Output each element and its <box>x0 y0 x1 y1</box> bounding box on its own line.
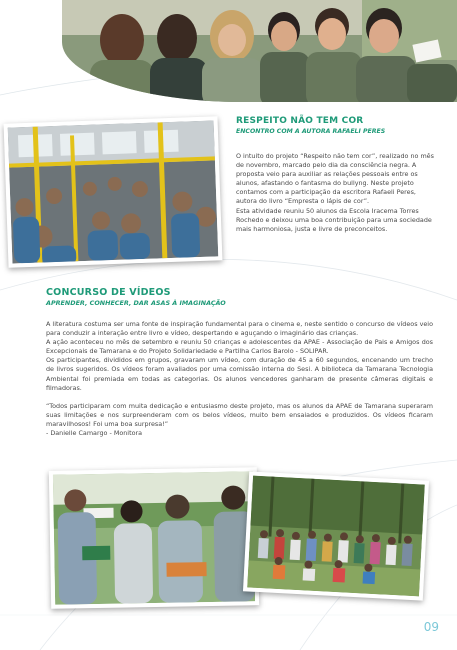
quote-author: - Danielle Camargo - Monitora <box>46 429 143 438</box>
section-title-respeito: RESPEITO NÃO TEM COR <box>236 116 364 126</box>
students-top-photo <box>62 0 457 102</box>
section1-paragraph: O intuito do projeto “Respeito não tem cor”, realizado no mês de novembro, marcado pelo dia da consciência negra. A proposta veio para auxiliar as relações pessoais entre os alunos, afastando o fantasma do bullyng. Neste projeto contamos com a participação da escritora Rafaeli Peres, autora do livro “Empresta o lápis de cor”. <box>236 152 434 206</box>
section1-paragraph: Esta atividade reuniu 50 alunos da Escola Iracema Torres Rochedo e deixou uma boa contribuição para uma sociedade mais harmoniosa, justa e livre de preconceitos. <box>236 206 432 233</box>
section2-paragraph: Os participantes, divididos em grupos, gravaram um vídeo, com duração de 45 a 60 segundos, encenando um trecho de livros sugeridos. Os vídeos foram avaliados por uma comissão interna do Sesi. A biblioteca da Tamarana Tecnologia Ambiental foi premiada em todas as categorias. Os alunos vencedores ganharam de presente câmeras digitais e filmadoras. <box>46 356 433 392</box>
section1-body <box>236 152 436 234</box>
award-winners-photo <box>49 467 259 609</box>
section-subtitle-concurso: APRENDER, CONHECER, DAR ASAS À IMAGINAÇÃO <box>46 299 226 307</box>
page-number: 09 <box>423 620 439 634</box>
section2-paragraph: A literatura costuma ser uma fonte de inspiração fundamental para o cinema e, neste sentido o concurso de vídeos veio para conduzir a interação entre livro e vídeo, despertando e aguçando o imaginário das crianças. <box>46 320 433 338</box>
section2-body <box>46 320 433 438</box>
section-title-concurso: CONCURSO DE VÍDEOS <box>46 287 171 298</box>
section-subtitle-respeito: ENCONTRO COM A AUTORA RAFAELI PERES <box>236 128 386 135</box>
section2-paragraph: A ação aconteceu no mês de setembro e reuniu 50 crianças e adolescentes da APAE - Associação de Pais e Amigos dos Excepcionais de Tamarana e do Projeto Solidariedade e Partilha Carlos Barolo - SOLIPAR. <box>46 338 433 356</box>
monitor-quote: “Todos participaram com muita dedicação e entusiasmo deste projeto, mas os alunos da APAE de Tamarana superaram suas limitações e nos surpreenderam com os belos vídeos, muito bem ensaiados e produzidos. Os vídeos ficaram maravilhosos! Foi uma boa surpresa!” <box>46 401 433 428</box>
bus-students-photo <box>4 116 223 267</box>
group-outdoor-photo <box>243 471 429 600</box>
